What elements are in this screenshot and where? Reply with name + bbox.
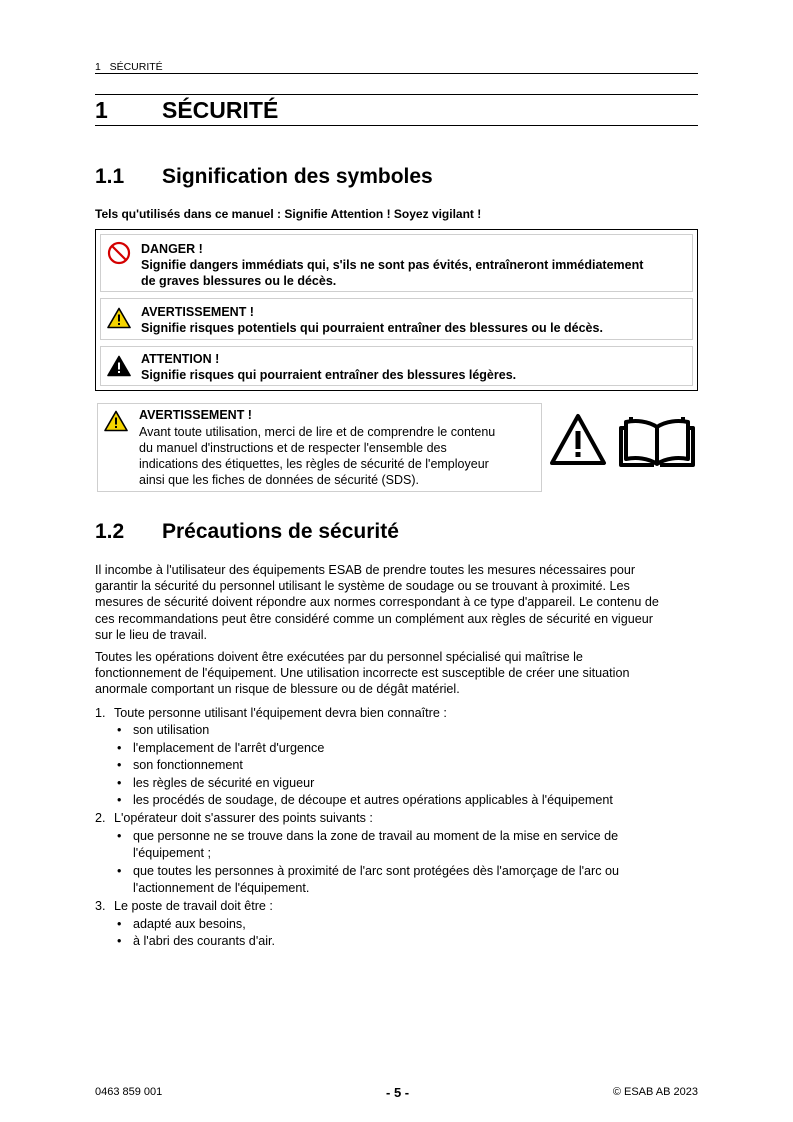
list-number: 3. [95, 899, 106, 914]
symbol-title: AVERTISSEMENT ! [141, 305, 254, 319]
symbol-description-line: Signifie risques potentiels qui pourraient entraîner des blessures ou le décès. [141, 321, 603, 335]
list-number: 2. [95, 811, 106, 826]
read-manual-book-icon [618, 413, 696, 467]
section-number: 1.2 [95, 520, 125, 543]
list-item-text: Le poste de travail doit être : [114, 899, 273, 914]
bullet-item: • adapté aux besoins, [95, 916, 698, 933]
warning-triangle-yellow-icon [104, 410, 128, 432]
warning-line: ainsi que les fiches de données de sécurité (SDS). [139, 473, 420, 487]
bullet-item: • son utilisation [95, 722, 698, 739]
chapter-title: SÉCURITÉ [162, 97, 279, 123]
warning-triangle-yellow-icon [107, 307, 131, 329]
bullet-item: • les procédés de soudage, de découpe et autres opérations applicables à l'équipement [95, 792, 698, 809]
warning-line: du manuel d'instructions et de respecter l'ensemble des [139, 441, 447, 455]
paragraph-line: ces recommandations peut être considéré comme un complément aux règles de sécurité en vigueur [95, 611, 653, 626]
paragraph-line: Il incombe à l'utilisateur des équipements ESAB de prendre toutes les mesures nécessaires pour [95, 563, 636, 577]
bullet-text: les règles de sécurité en vigueur [133, 775, 315, 790]
large-warning-triangle-icon [549, 413, 607, 467]
bullet-item: • à l'abri des courants d'air. [95, 933, 698, 950]
prohibition-icon [107, 241, 131, 265]
warning-triangle-black-icon [107, 355, 131, 377]
bullet-item: • que personne ne se trouve dans la zone de travail au moment de la mise en service de l'équipement ; [95, 828, 698, 863]
bullet-item: • les règles de sécurité en vigueur [95, 775, 698, 792]
symbol-title: ATTENTION ! [141, 352, 220, 366]
list-item [95, 898, 698, 915]
paragraph-responsibility [95, 562, 698, 643]
chapter-number: 1 [95, 97, 108, 123]
list-item-text: Toute personne utilisant l'équipement devra bien connaître : [114, 706, 447, 720]
bullet-text: son fonctionnement [133, 758, 243, 773]
bullet-text: l'actionnement de l'équipement. [133, 881, 310, 896]
symbol-row-caution [100, 346, 693, 386]
bullet-text: adapté aux besoins, [133, 916, 246, 931]
chapter-rule-top [95, 94, 698, 95]
symbol-row-warning [100, 298, 693, 340]
numbered-list [95, 705, 698, 951]
paragraph-line: mesures de sécurité doivent répondre aux normes correspondant à ce type d'appareil. Le contenu de [95, 595, 659, 610]
bullet-text: l'équipement ; [133, 846, 212, 861]
footer-copyright: © ESAB AB 2023 [612, 1086, 698, 1098]
running-header-rule [95, 73, 698, 74]
paragraph-line: Toutes les opérations doivent être exécutées par du personnel spécialisé qui maîtrise le [95, 650, 583, 664]
warning-title: AVERTISSEMENT ! [139, 408, 252, 422]
bullet-text: son utilisation [133, 723, 210, 738]
symbol-description-line: de graves blessures ou le décès. [141, 274, 337, 288]
footer-page-number: - 5 - [386, 1085, 410, 1100]
list-item [95, 705, 698, 722]
paragraph-line: sur le lieu de travail. [95, 627, 207, 642]
bullet-text: à l'abri des courants d'air. [133, 934, 276, 949]
chapter-rule-bottom [95, 125, 698, 126]
paragraph-line: garantir la sécurité du personnel utilisant le système de soudage ou se trouvant à proximité. Les [95, 579, 630, 594]
bullet-text: que toutes les personnes à proximité de l'arc sont protégées dès l'amorçage de l'arc ou [133, 863, 620, 878]
symbol-description-line: Signifie dangers immédiats qui, s'ils ne sont pas évités, entraîneront immédiatement [141, 258, 644, 272]
running-header: 1 SÉCURITÉ [95, 61, 163, 73]
list-item [95, 810, 698, 827]
bullet-text: les procédés de soudage, de découpe et autres opérations applicables à l'équipement [133, 793, 613, 808]
list-number: 1. [95, 706, 106, 720]
symbols-box [95, 229, 698, 391]
symbol-row-danger [100, 234, 693, 292]
paragraph-operations [95, 649, 698, 698]
paragraph-line: anormale comportant un risque de blessure ou de dégât matériel. [95, 682, 460, 697]
bullet-item: • que toutes les personnes à proximité de l'arc sont protégées dès l'amorçage de l'arc ou l'actionnement de l'équipement. [95, 863, 698, 898]
warning-line: Avant toute utilisation, merci de lire et de comprendre le contenu [139, 425, 496, 439]
symbols-intro: Tels qu'utilisés dans ce manuel : Signifie Attention ! Soyez vigilant ! [95, 207, 482, 221]
warning-body [139, 424, 534, 488]
paragraph-line: fonctionnement de l'équipement. Une utilisation incorrecte est susceptible de créer une situation [95, 666, 630, 681]
bullet-item: • son fonctionnement [95, 757, 698, 774]
warning-line: indications des étiquettes, les règles de sécurité de l'employeur [139, 457, 489, 471]
section-number: 1.1 [95, 165, 125, 188]
read-manual-warning [97, 403, 542, 492]
symbol-description-line: Signifie risques qui pourraient entraîner des blessures légères. [141, 368, 517, 382]
symbol-title: DANGER ! [141, 242, 203, 256]
section-title: Précautions de sécurité [162, 520, 399, 543]
section-title: Signification des symboles [162, 165, 433, 188]
footer-doc-number: 0463 859 001 [95, 1086, 163, 1098]
bullet-text: que personne ne se trouve dans la zone de travail au moment de la mise en service de [133, 828, 619, 843]
list-item-text: L'opérateur doit s'assurer des points suivants : [114, 811, 373, 826]
bullet-item: • l'emplacement de l'arrêt d'urgence [95, 740, 698, 757]
bullet-text: l'emplacement de l'arrêt d'urgence [133, 740, 325, 755]
